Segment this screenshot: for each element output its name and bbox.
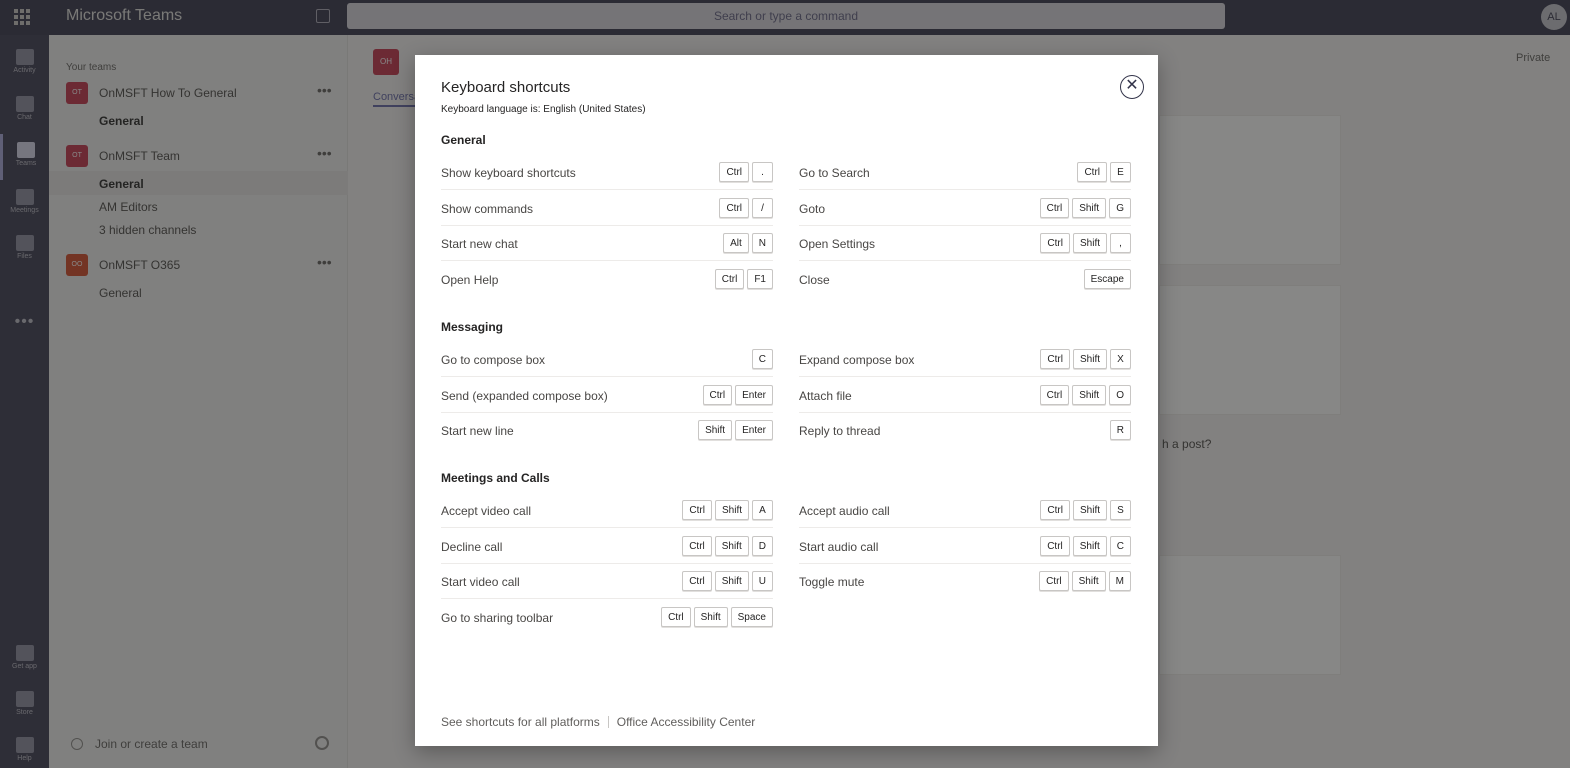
keycap: C: [1110, 536, 1131, 556]
shortcut-label: Send (expanded compose box): [441, 388, 608, 403]
keyboard-language-text: Keyboard language is: English (United States): [441, 104, 646, 115]
shortcut-row: [441, 600, 773, 635]
keycap: Ctrl: [1040, 536, 1070, 556]
keycap: /: [752, 198, 773, 218]
keycap: C: [752, 349, 773, 369]
shortcut-label: Show commands: [441, 201, 534, 216]
key-combination: [1110, 420, 1131, 440]
shortcut-row: [441, 155, 773, 190]
shortcut-row: [799, 413, 1131, 448]
keycap: Shift: [1073, 500, 1107, 520]
keycap: Shift: [1073, 233, 1107, 253]
shortcut-row: [799, 191, 1131, 226]
key-combination: [719, 198, 773, 218]
shortcut-label: Start new line: [441, 424, 514, 438]
keycap: Shift: [1073, 536, 1107, 556]
keycap: Ctrl: [719, 198, 749, 218]
keycap: N: [752, 233, 773, 253]
keycap: U: [752, 571, 773, 591]
shortcut-row: [441, 342, 773, 377]
shortcut-row: [799, 564, 1131, 599]
shortcut-row: [799, 262, 1131, 297]
shortcut-row: [441, 262, 773, 297]
keycap: Ctrl: [1040, 349, 1070, 369]
shortcut-label: Attach file: [799, 388, 852, 403]
keycap: Ctrl: [1040, 198, 1070, 218]
key-combination: [682, 500, 773, 520]
shortcut-label: Start new chat: [441, 237, 518, 251]
keycap: Ctrl: [715, 269, 745, 289]
keycap: Shift: [1073, 349, 1107, 369]
close-icon[interactable]: ✕: [1120, 75, 1144, 99]
key-combination: [1040, 233, 1131, 253]
shortcut-label: Show keyboard shortcuts: [441, 166, 576, 180]
key-combination: [1040, 385, 1131, 405]
keycap: R: [1110, 420, 1131, 440]
key-combination: [682, 571, 773, 591]
key-combination: [1040, 198, 1131, 218]
shortcut-row: [799, 378, 1131, 413]
keycap: Ctrl: [682, 536, 712, 556]
keycap: Shift: [1072, 571, 1106, 591]
shortcut-row: [441, 226, 773, 261]
dialog-footer: [441, 715, 755, 729]
shortcut-label: Close: [799, 272, 830, 287]
keycap: Ctrl: [682, 571, 712, 591]
shortcut-row: [441, 413, 773, 448]
keycap: M: [1109, 571, 1131, 591]
shortcut-row: [799, 529, 1131, 564]
keycap: S: [1110, 500, 1131, 520]
shortcut-label: Go to compose box: [441, 353, 546, 367]
shortcut-label: Accept audio call: [799, 504, 890, 518]
shortcut-row: [441, 191, 773, 226]
keycap: Ctrl: [682, 500, 712, 520]
key-combination: [723, 233, 773, 253]
keycap: Escape: [1084, 269, 1131, 289]
key-combination: [715, 269, 773, 289]
shortcut-row: [441, 564, 773, 599]
keycap: Ctrl: [1077, 162, 1107, 182]
keycap: Ctrl: [1040, 385, 1070, 405]
shortcut-label: Start audio call: [799, 539, 879, 554]
key-combination: [752, 349, 773, 369]
section-title-messaging: Messaging: [441, 320, 504, 334]
shortcut-label: Open Settings: [799, 237, 876, 251]
keycap: Enter: [735, 420, 773, 440]
section-title-general: General: [441, 133, 486, 147]
keycap: Ctrl: [719, 162, 749, 182]
key-combination: [1077, 162, 1131, 182]
key-combination: [1040, 349, 1131, 369]
keycap: Shift: [715, 536, 749, 556]
section-title-meetings-and-calls: Meetings and Calls: [441, 471, 550, 485]
keycap: O: [1109, 385, 1131, 405]
keycap: Shift: [715, 571, 749, 591]
keycap: D: [752, 536, 773, 556]
key-combination: [1040, 536, 1131, 556]
key-combination: [1084, 269, 1131, 289]
keycap: Ctrl: [703, 385, 733, 405]
keycap: Shift: [1072, 385, 1106, 405]
key-combination: [698, 420, 773, 440]
accessibility-center-link[interactable]: Office Accessibility Center: [616, 715, 756, 729]
key-combination: [682, 536, 773, 556]
shortcut-row: [441, 493, 773, 528]
keycap: Space: [731, 607, 773, 627]
keycap: Alt: [723, 233, 749, 253]
shortcut-row: [799, 493, 1131, 528]
all-platforms-shortcuts-link[interactable]: See shortcuts for all platforms: [441, 715, 600, 729]
key-combination: [719, 162, 773, 182]
shortcut-label: Toggle mute: [799, 575, 865, 589]
keycap: .: [752, 162, 773, 182]
keycap: Ctrl: [1040, 233, 1070, 253]
footer-divider: [608, 716, 609, 728]
dialog-title: Keyboard shortcuts: [441, 79, 571, 96]
shortcut-label: Start video call: [441, 575, 520, 589]
keycap: Shift: [694, 607, 728, 627]
shortcut-label: Decline call: [441, 539, 503, 554]
keycap: Shift: [1072, 198, 1106, 218]
keycap: Ctrl: [661, 607, 691, 627]
shortcut-row: [799, 155, 1131, 190]
shortcut-label: Go to Search: [799, 166, 870, 180]
shortcut-row: [799, 226, 1131, 261]
shortcut-label: Goto: [799, 201, 826, 216]
shortcut-label: Open Help: [441, 272, 499, 287]
keycap: Ctrl: [1040, 500, 1070, 520]
shortcut-label: Accept video call: [441, 504, 532, 518]
shortcut-row: [799, 342, 1131, 377]
keycap: E: [1110, 162, 1131, 182]
shortcut-label: Go to sharing toolbar: [441, 610, 554, 625]
key-combination: [1039, 571, 1131, 591]
keycap: F1: [747, 269, 773, 289]
shortcut-label: Expand compose box: [799, 353, 915, 367]
shortcut-row: [441, 378, 773, 413]
keycap: Ctrl: [1039, 571, 1069, 591]
shortcut-label: Reply to thread: [799, 424, 881, 438]
keycap: Shift: [698, 420, 732, 440]
keycap: Enter: [735, 385, 773, 405]
key-combination: [661, 607, 773, 627]
keycap: Shift: [715, 500, 749, 520]
keycap: X: [1110, 349, 1131, 369]
keycap: A: [752, 500, 773, 520]
key-combination: [1040, 500, 1131, 520]
key-combination: [703, 385, 773, 405]
keycap: G: [1109, 198, 1131, 218]
shortcut-row: [441, 529, 773, 564]
keycap: ,: [1110, 233, 1131, 253]
keyboard-shortcuts-dialog: [415, 55, 1158, 746]
